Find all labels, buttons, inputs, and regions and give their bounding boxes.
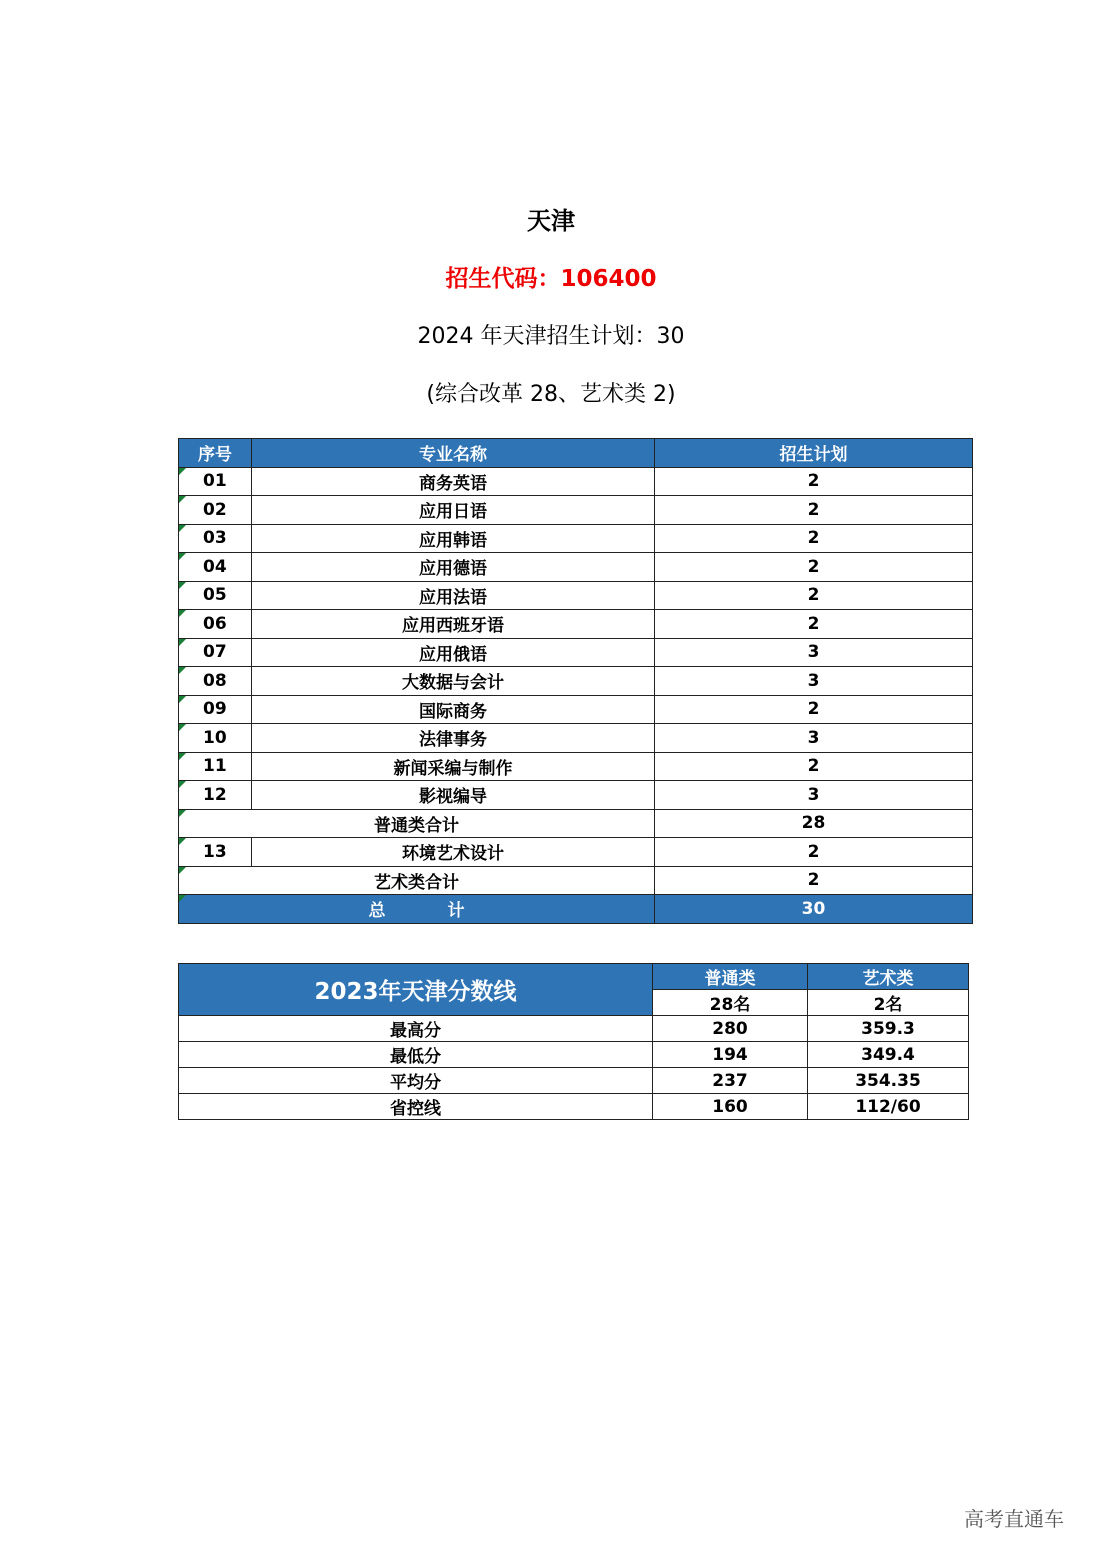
major-name: 应用日语 — [252, 496, 655, 525]
major-name: 应用俄语 — [252, 638, 655, 667]
score-line-table — [178, 963, 969, 1120]
general-subtotal-count: 28 — [655, 809, 973, 838]
major-seq-text: 03 — [203, 528, 227, 549]
cell-marker — [179, 753, 186, 760]
cell-marker — [179, 838, 186, 845]
score-art-value: 112/60 — [808, 1094, 969, 1120]
header-plan: 招生计划 — [655, 439, 973, 468]
score-general-value: 237 — [653, 1068, 808, 1094]
major-plan-count: 3 — [655, 638, 973, 667]
grand-total-row — [179, 895, 973, 924]
major-seq — [179, 695, 252, 724]
score-general-value: 160 — [653, 1094, 808, 1120]
major-seq — [179, 610, 252, 639]
major-seq-text: 02 — [203, 499, 227, 520]
table-row — [179, 1068, 969, 1094]
major-plan-count: 2 — [655, 752, 973, 781]
table-row — [179, 1016, 969, 1042]
cell-marker — [179, 667, 186, 674]
score-table-title: 2023年天津分数线 — [179, 964, 653, 1016]
major-plan-count: 2 — [655, 610, 973, 639]
major-seq — [179, 752, 252, 781]
score-general-value: 194 — [653, 1042, 808, 1068]
score-row-label: 省控线 — [179, 1094, 653, 1120]
major-plan-count: 2 — [655, 496, 973, 525]
major-seq-text: 08 — [203, 670, 227, 691]
art-major-row — [179, 838, 973, 867]
major-plan-count: 2 — [655, 581, 973, 610]
score-header-row — [179, 964, 969, 990]
major-seq — [179, 638, 252, 667]
table-row — [179, 553, 973, 582]
major-seq-text: 04 — [203, 556, 227, 577]
major-seq-text: 12 — [203, 784, 227, 805]
art-subtotal-label: 艺术类合计 — [374, 872, 459, 893]
grand-total-count: 30 — [655, 895, 973, 924]
art-major-count: 2 — [655, 838, 973, 867]
region-title: 天津 — [527, 207, 575, 235]
table-row — [179, 467, 973, 496]
table-row — [179, 610, 973, 639]
art-subtotal-label-cell — [179, 866, 655, 895]
score-general-value: 280 — [653, 1016, 808, 1042]
table-row — [179, 581, 973, 610]
art-major-seq-text: 13 — [203, 841, 227, 862]
major-name: 应用韩语 — [252, 524, 655, 553]
major-seq-text: 07 — [203, 642, 227, 663]
major-seq-text: 10 — [203, 727, 227, 748]
art-subtotal-row — [179, 866, 973, 895]
general-subtotal-label-cell — [179, 809, 655, 838]
cell-marker — [179, 468, 186, 475]
major-plan-count: 2 — [655, 553, 973, 582]
major-name: 应用西班牙语 — [252, 610, 655, 639]
major-seq — [179, 781, 252, 810]
table-row — [179, 1042, 969, 1068]
enrollment-plan-total: 2024 年天津招生计划：30 — [417, 324, 685, 349]
table-row — [179, 667, 973, 696]
major-plan-count: 3 — [655, 724, 973, 753]
enrollment-code: 招生代码：106400 — [445, 266, 657, 292]
table-row — [179, 496, 973, 525]
major-seq-text: 05 — [203, 585, 227, 606]
major-name: 商务英语 — [252, 467, 655, 496]
art-major-seq — [179, 838, 252, 867]
enrollment-plan-table — [178, 438, 973, 924]
major-name: 国际商务 — [252, 695, 655, 724]
cell-marker — [179, 525, 186, 532]
general-subtotal-label: 普通类合计 — [374, 815, 459, 836]
table-row — [179, 638, 973, 667]
grand-total-label-a: 总 — [368, 901, 386, 922]
general-subtotal-row — [179, 809, 973, 838]
enrollment-plan-breakdown: (综合改革 28、艺术类 2) — [426, 382, 676, 407]
major-seq — [179, 524, 252, 553]
score-row-label: 最高分 — [179, 1016, 653, 1042]
table-row — [179, 781, 973, 810]
plan-table-header-row — [179, 439, 973, 468]
major-seq — [179, 724, 252, 753]
major-seq-text: 11 — [203, 756, 227, 777]
cell-marker — [179, 553, 186, 560]
header-major: 专业名称 — [252, 439, 655, 468]
major-seq — [179, 581, 252, 610]
score-art-value: 354.35 — [808, 1068, 969, 1094]
table-row — [179, 724, 973, 753]
major-name: 应用德语 — [252, 553, 655, 582]
major-name: 应用法语 — [252, 581, 655, 610]
cell-marker — [179, 895, 186, 902]
score-count-general: 28名 — [653, 990, 808, 1016]
score-art-value: 349.4 — [808, 1042, 969, 1068]
major-plan-count: 3 — [655, 667, 973, 696]
major-seq — [179, 553, 252, 582]
major-seq-text: 09 — [203, 699, 227, 720]
cell-marker — [179, 582, 186, 589]
score-row-label: 平均分 — [179, 1068, 653, 1094]
major-seq — [179, 667, 252, 696]
table-row — [179, 752, 973, 781]
major-plan-count: 3 — [655, 781, 973, 810]
score-art-value: 359.3 — [808, 1016, 969, 1042]
major-seq-text: 06 — [203, 613, 227, 634]
major-seq — [179, 467, 252, 496]
score-count-art: 2名 — [808, 990, 969, 1016]
cell-marker — [179, 867, 186, 874]
cell-marker — [179, 724, 186, 731]
major-seq-text: 01 — [203, 471, 227, 492]
watermark-text: 高考直通车 — [964, 1507, 1064, 1531]
score-col-general: 普通类 — [653, 964, 808, 990]
header-seq: 序号 — [179, 439, 252, 468]
major-seq — [179, 496, 252, 525]
grand-total-label-b: 计 — [447, 901, 465, 922]
major-plan-count: 2 — [655, 524, 973, 553]
table-row — [179, 695, 973, 724]
cell-marker — [179, 781, 186, 788]
major-name: 新闻采编与制作 — [252, 752, 655, 781]
cell-marker — [179, 696, 186, 703]
major-plan-count: 2 — [655, 695, 973, 724]
table-row — [179, 1094, 969, 1120]
art-subtotal-count: 2 — [655, 866, 973, 895]
score-col-art: 艺术类 — [808, 964, 969, 990]
score-row-label: 最低分 — [179, 1042, 653, 1068]
table-row — [179, 524, 973, 553]
major-plan-count: 2 — [655, 467, 973, 496]
art-major-name: 环境艺术设计 — [252, 838, 655, 867]
cell-marker — [179, 610, 186, 617]
cell-marker — [179, 496, 186, 503]
major-name: 影视编导 — [252, 781, 655, 810]
grand-total-label-cell — [179, 895, 655, 924]
major-name: 法律事务 — [252, 724, 655, 753]
major-name: 大数据与会计 — [252, 667, 655, 696]
cell-marker — [179, 639, 186, 646]
cell-marker — [179, 810, 186, 817]
